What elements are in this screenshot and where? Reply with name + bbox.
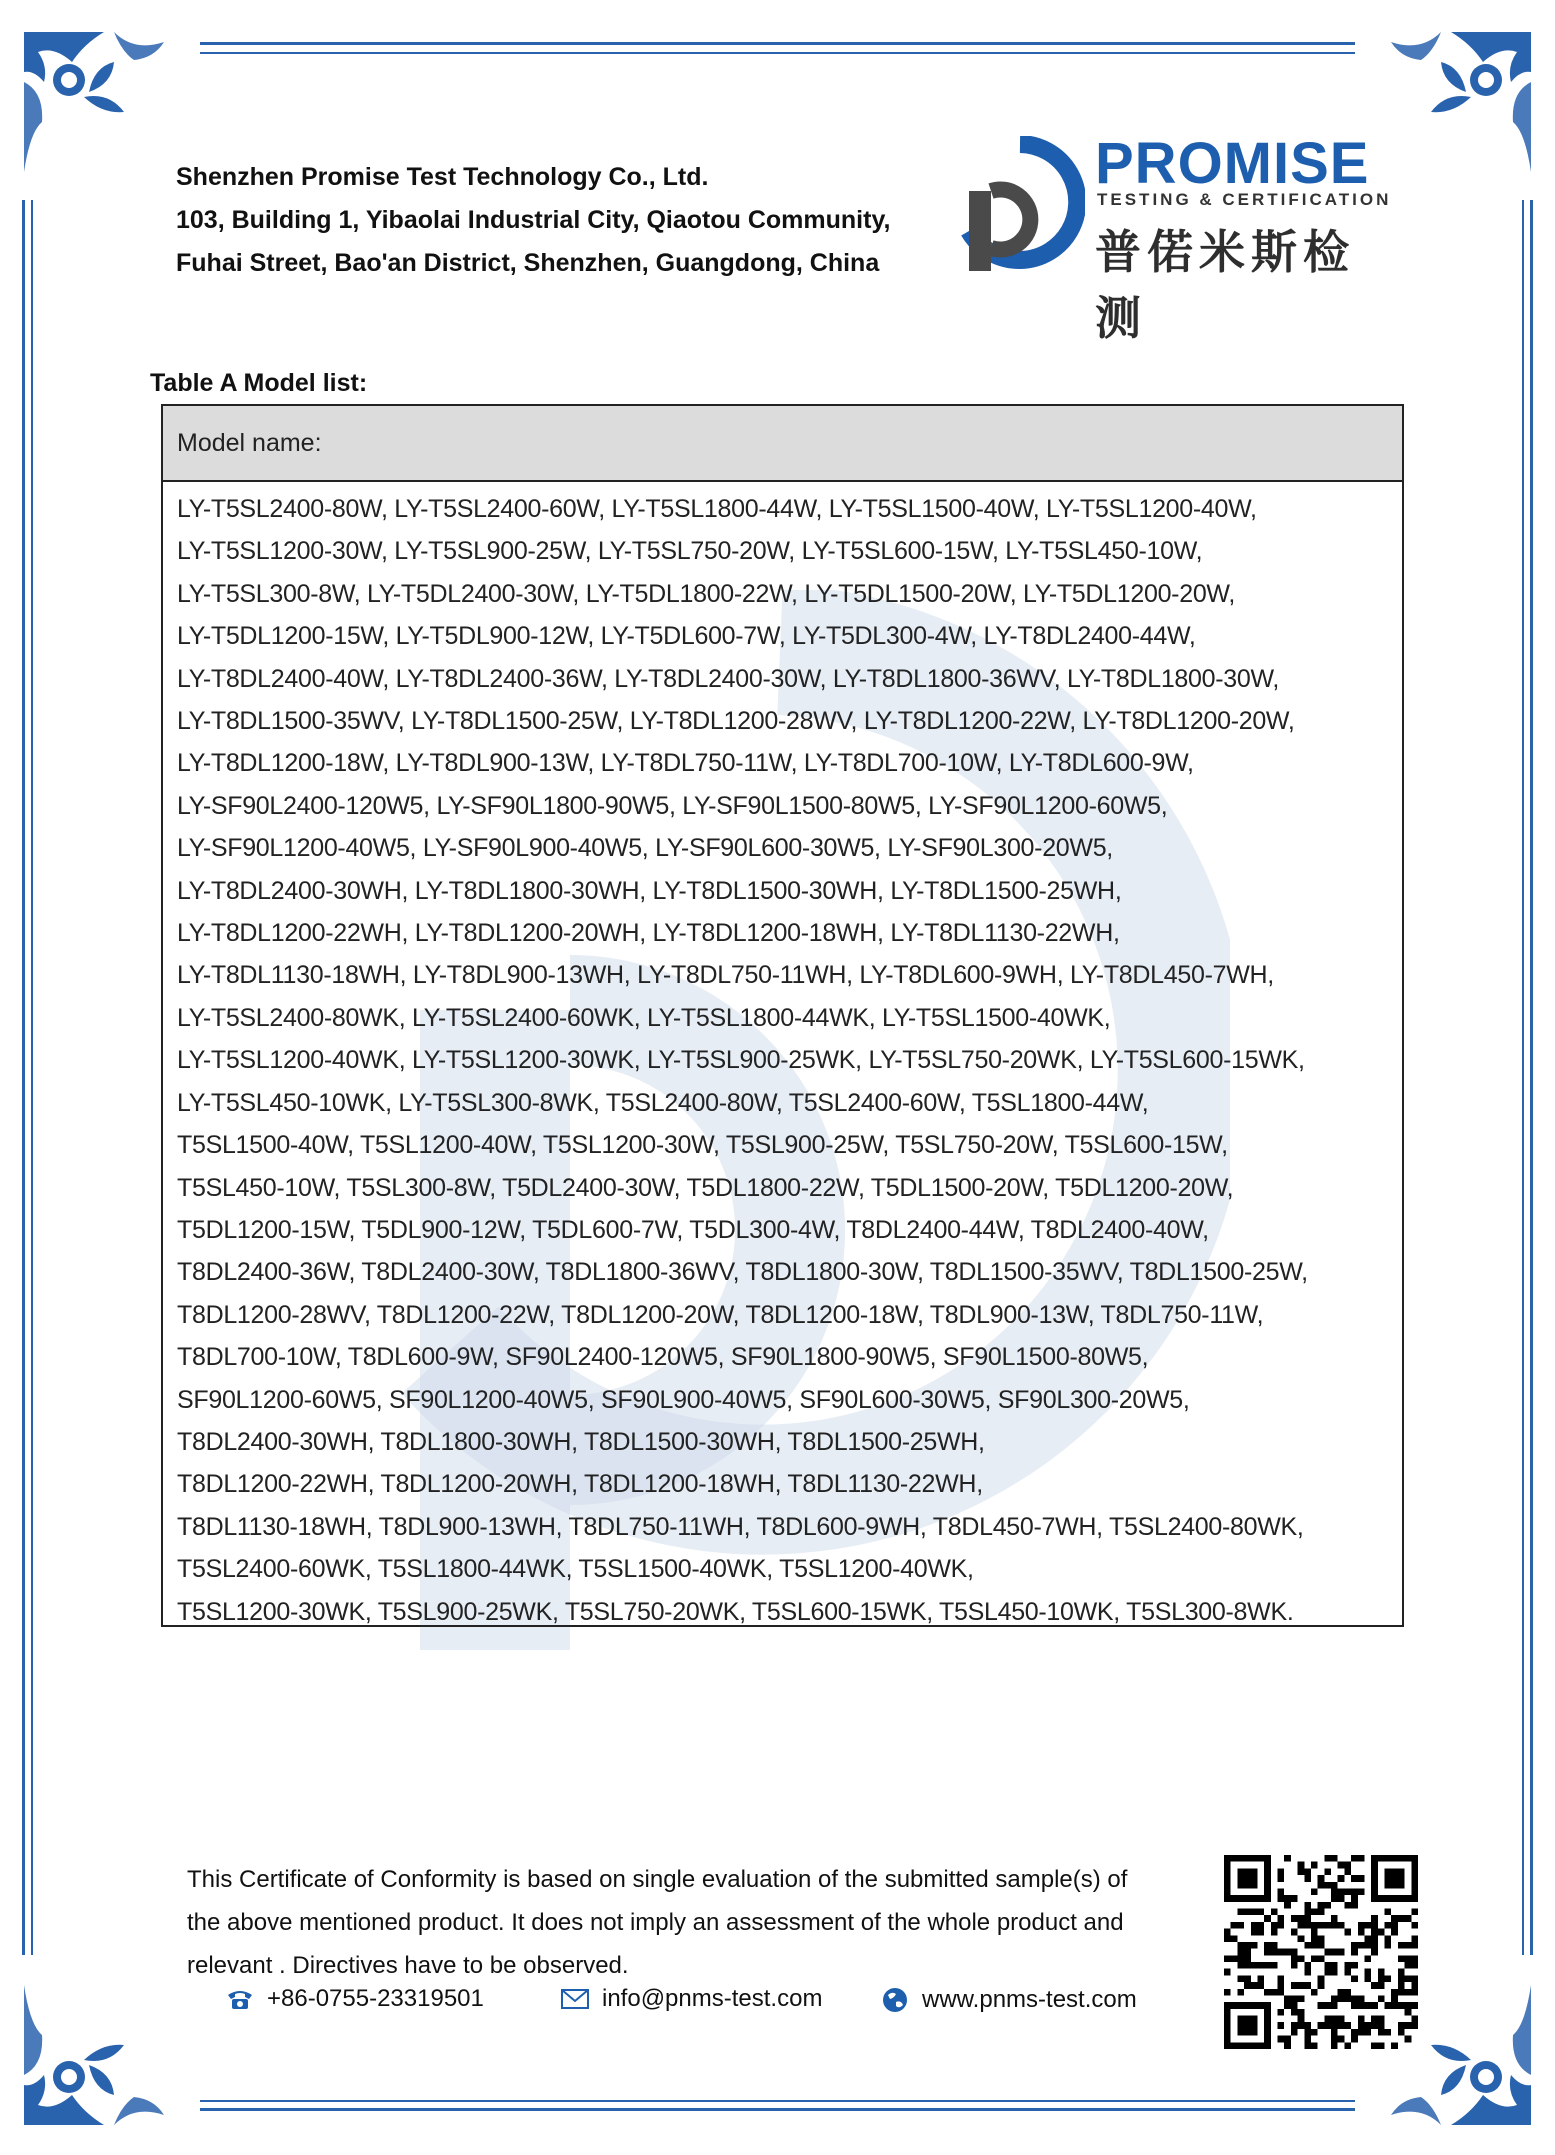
model-list-line: T5SL2400-60WK, T5SL1800-44WK, T5SL1500-40WK, T5SL1200-40WK,	[177, 1555, 974, 1584]
model-list-line: T8DL1200-28WV, T8DL1200-22W, T8DL1200-20W, T8DL1200-18W, T8DL900-13W, T8DL750-11W,	[177, 1300, 1264, 1329]
model-table-header: Model name:	[163, 406, 1402, 482]
model-list-line: LY-T8DL2400-40W, LY-T8DL2400-36W, LY-T8DL2400-30W, LY-T8DL1800-36WV, LY-T8DL1800-30W,	[177, 664, 1280, 693]
frame-right-line	[1530, 200, 1533, 1955]
phone-number: +86-0755-23319501	[267, 1985, 484, 2012]
promise-logo	[955, 130, 1395, 345]
frame-bottom-line-inner	[200, 2100, 1355, 2102]
frame-top-line	[200, 42, 1355, 45]
disclaimer-line-2: the above mentioned product. It does not imply an assessment of the whole product and	[187, 1909, 1124, 1936]
qr-code	[1224, 1855, 1418, 2049]
disclaimer-line-3: relevant . Directives have to be observed.	[187, 1952, 629, 1979]
model-list-line: LY-T8DL2400-30WH, LY-T8DL1800-30WH, LY-T8DL1500-30WH, LY-T8DL1500-25WH,	[177, 876, 1122, 905]
model-list-line: T8DL1200-22WH, T8DL1200-20WH, T8DL1200-18WH, T8DL1130-22WH,	[177, 1470, 983, 1499]
globe-icon	[880, 1985, 910, 2015]
model-list-line: LY-T5SL2400-80W, LY-T5SL2400-60W, LY-T5SL1800-44W, LY-T5SL1500-40W, LY-T5SL1200-40W,	[177, 495, 1257, 523]
contact-phone	[225, 1985, 484, 2013]
table-title: Table A Model list:	[150, 369, 368, 397]
model-list-line: LY-T8DL1500-35WV, LY-T8DL1500-25W, LY-T8DL1200-28WV, LY-T8DL1200-22W, LY-T8DL1200-20W,	[177, 707, 1295, 736]
mail-icon	[560, 1988, 590, 2010]
model-list-line: LY-SF90L1200-40W5, LY-SF90L900-40W5, LY-SF90L600-30W5, LY-SF90L300-20W5,	[177, 834, 1113, 863]
company-name: Shenzhen Promise Test Technology Co., Ltd.	[176, 163, 709, 191]
model-list-line: T8DL1130-18WH, T8DL900-13WH, T8DL750-11WH, T8DL600-9WH, T8DL450-7WH, T5SL2400-80WK,	[177, 1512, 1304, 1541]
email-address[interactable]: info@pnms-test.com	[602, 1985, 823, 2012]
frame-bottom-line	[200, 2108, 1355, 2111]
contact-email[interactable]	[560, 1985, 822, 2013]
corner-ornament-bottom-left	[14, 1965, 184, 2135]
model-list-line: T5SL450-10W, T5SL300-8W, T5DL2400-30W, T5DL1800-22W, T5DL1500-20W, T5DL1200-20W,	[177, 1173, 1234, 1202]
model-list-line: LY-T5DL1200-15W, LY-T5DL900-12W, LY-T5DL600-7W, LY-T5DL300-4W, LY-T8DL2400-44W,	[177, 622, 1196, 651]
model-list-line: LY-SF90L2400-120W5, LY-SF90L1800-90W5, LY-SF90L1500-80W5, LY-SF90L1200-60W5,	[177, 791, 1168, 820]
model-list-table	[161, 404, 1404, 1627]
model-list-line: SF90L1200-60W5, SF90L1200-40W5, SF90L900-40W5, SF90L600-30W5, SF90L300-20W5,	[177, 1385, 1190, 1414]
logo-subtitle: TESTING & CERTIFICATION	[1097, 190, 1392, 209]
model-list-line: T8DL2400-36W, T8DL2400-30W, T8DL1800-36WV, T8DL1800-30W, T8DL1500-35WV, T8DL1500-25W,	[177, 1258, 1308, 1287]
frame-top-line-inner	[200, 52, 1355, 54]
promise-logo-mark	[955, 136, 1085, 276]
frame-right-line-inner	[1522, 200, 1524, 1955]
frame-left-line-inner	[31, 200, 33, 1955]
frame-left-line	[22, 200, 25, 1955]
model-list-line: LY-T5SL1200-30W, LY-T5SL900-25W, LY-T5SL750-20W, LY-T5SL600-15W, LY-T5SL450-10W,	[177, 537, 1203, 566]
disclaimer-line-1: This Certificate of Conformity is based on single evaluation of the submitted sample(s) of	[187, 1866, 1128, 1893]
model-list-line: LY-T5SL2400-80WK, LY-T5SL2400-60WK, LY-T5SL1800-44WK, LY-T5SL1500-40WK,	[177, 1003, 1111, 1032]
website-url[interactable]: www.pnms-test.com	[922, 1986, 1137, 2013]
corner-ornament-top-right	[1371, 22, 1541, 192]
corner-ornament-top-left	[14, 22, 184, 192]
model-table-body	[163, 482, 1402, 1633]
model-list-line: T8DL700-10W, T8DL600-9W, SF90L2400-120W5, SF90L1800-90W5, SF90L1500-80W5,	[177, 1343, 1149, 1372]
logo-wordmark: PROMISE	[1095, 131, 1370, 196]
disclaimer-text	[187, 1858, 1187, 1987]
logo-chinese-name: 普偌米斯检测	[1095, 225, 1355, 345]
model-list-line: LY-T5SL450-10WK, LY-T5SL300-8WK, T5SL2400-80W, T5SL2400-60W, T5SL1800-44W,	[177, 1088, 1149, 1117]
model-list-line: LY-T8DL1200-18W, LY-T8DL900-13W, LY-T8DL750-11W, LY-T8DL700-10W, LY-T8DL600-9W,	[177, 749, 1194, 778]
model-list-line: LY-T5SL1200-40WK, LY-T5SL1200-30WK, LY-T5SL900-25WK, LY-T5SL750-20WK, LY-T5SL600-15WK,	[177, 1046, 1305, 1075]
contact-bar	[225, 1985, 1185, 2025]
address-line-1: 103, Building 1, Yibaolai Industrial City, Qiaotou Community,	[176, 206, 891, 234]
model-list-line: LY-T5SL300-8W, LY-T5DL2400-30W, LY-T5DL1800-22W, LY-T5DL1500-20W, LY-T5DL1200-20W,	[177, 579, 1235, 608]
phone-icon	[225, 1987, 255, 2011]
address-line-2: Fuhai Street, Bao'an District, Shenzhen, Guangdong, China	[176, 249, 880, 277]
model-list-line: LY-T8DL1130-18WH, LY-T8DL900-13WH, LY-T8DL750-11WH, LY-T8DL600-9WH, LY-T8DL450-7WH,	[177, 961, 1274, 990]
model-list-line: T8DL2400-30WH, T8DL1800-30WH, T8DL1500-30WH, T8DL1500-25WH,	[177, 1427, 985, 1456]
model-list-line: LY-T8DL1200-22WH, LY-T8DL1200-20WH, LY-T8DL1200-18WH, LY-T8DL1130-22WH,	[177, 919, 1120, 948]
contact-website[interactable]	[880, 1985, 1137, 2015]
model-list-line: T5SL1500-40W, T5SL1200-40W, T5SL1200-30W, T5SL900-25W, T5SL750-20W, T5SL600-15W,	[177, 1131, 1228, 1160]
model-list-line: T5DL1200-15W, T5DL900-12W, T5DL600-7W, T5DL300-4W, T8DL2400-44W, T8DL2400-40W,	[177, 1215, 1209, 1244]
company-address-block	[176, 156, 890, 285]
model-list-line: T5SL1200-30WK, T5SL900-25WK, T5SL750-20WK, T5SL600-15WK, T5SL450-10WK, T5SL300-8WK.	[177, 1597, 1294, 1626]
